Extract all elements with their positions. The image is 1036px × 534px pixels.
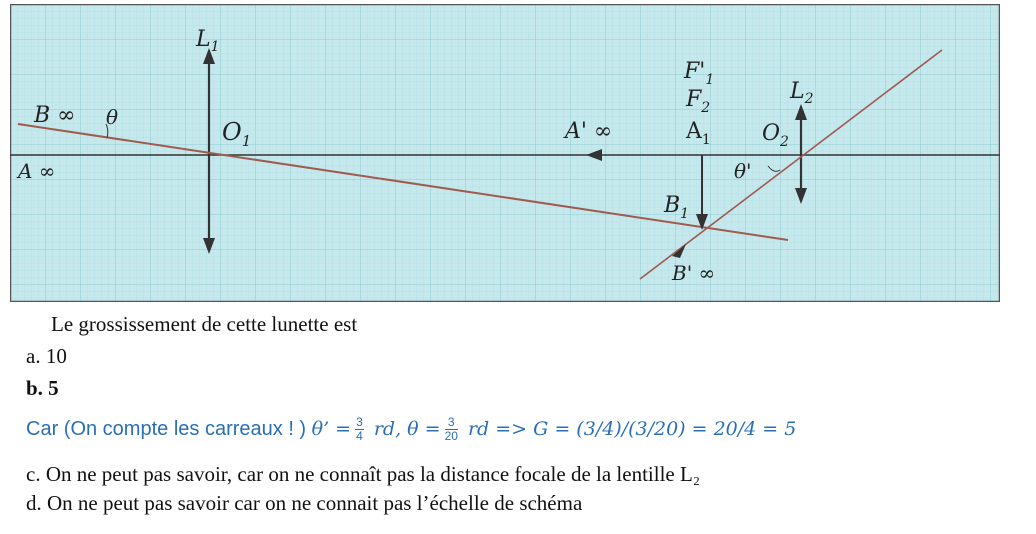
explanation: [26, 416, 796, 443]
label-A1: $A_1$: [686, 119, 711, 148]
explanation-rd2: rd => G = (3/4)/(3/20) = 20/4 = 5: [461, 417, 797, 440]
diagram-svg: [10, 4, 1000, 302]
label-F1-prime: $F'_1$: [684, 59, 715, 88]
label-theta-prime: θ': [734, 159, 752, 183]
label-B-prime-infinity: B' ∞: [672, 261, 716, 285]
label-L2: $L_2$: [790, 79, 814, 107]
label-A-infinity: A ∞: [18, 159, 56, 183]
label-L1: $L_1$: [196, 27, 220, 55]
label-O2: $O_2$: [762, 121, 789, 150]
fraction-3-20: $\frac{3}{20}$: [444, 415, 458, 443]
question-prompt: Le grossissement de cette lunette est: [51, 312, 358, 336]
option-b-answer: b. 5: [26, 376, 59, 400]
fraction-3-4: $\frac{3}{4}$: [356, 415, 363, 443]
option-a: a. 10: [26, 344, 67, 368]
telescope-diagram: [10, 4, 1000, 302]
explanation-theta-prime: θ’ =: [311, 417, 352, 440]
label-A-prime-infinity: A' ∞: [565, 119, 613, 144]
label-theta: θ: [106, 105, 119, 129]
label-B-infinity: B ∞: [34, 103, 76, 128]
option-d: d. On ne peut pas savoir car on ne connait pas l’échelle de schéma: [26, 491, 583, 515]
explanation-rd1: rd, θ =: [367, 417, 441, 440]
explanation-prefix: Car (On compte les carreaux ! ): [26, 417, 312, 440]
label-O1: $O_1$: [222, 118, 252, 150]
label-F2: $F_2$: [686, 87, 711, 116]
label-B1: $B_1$: [664, 193, 690, 222]
option-c: c. On ne peut pas savoir, car on ne connaît pas la distance focale de la lentille L₂: [26, 462, 701, 486]
